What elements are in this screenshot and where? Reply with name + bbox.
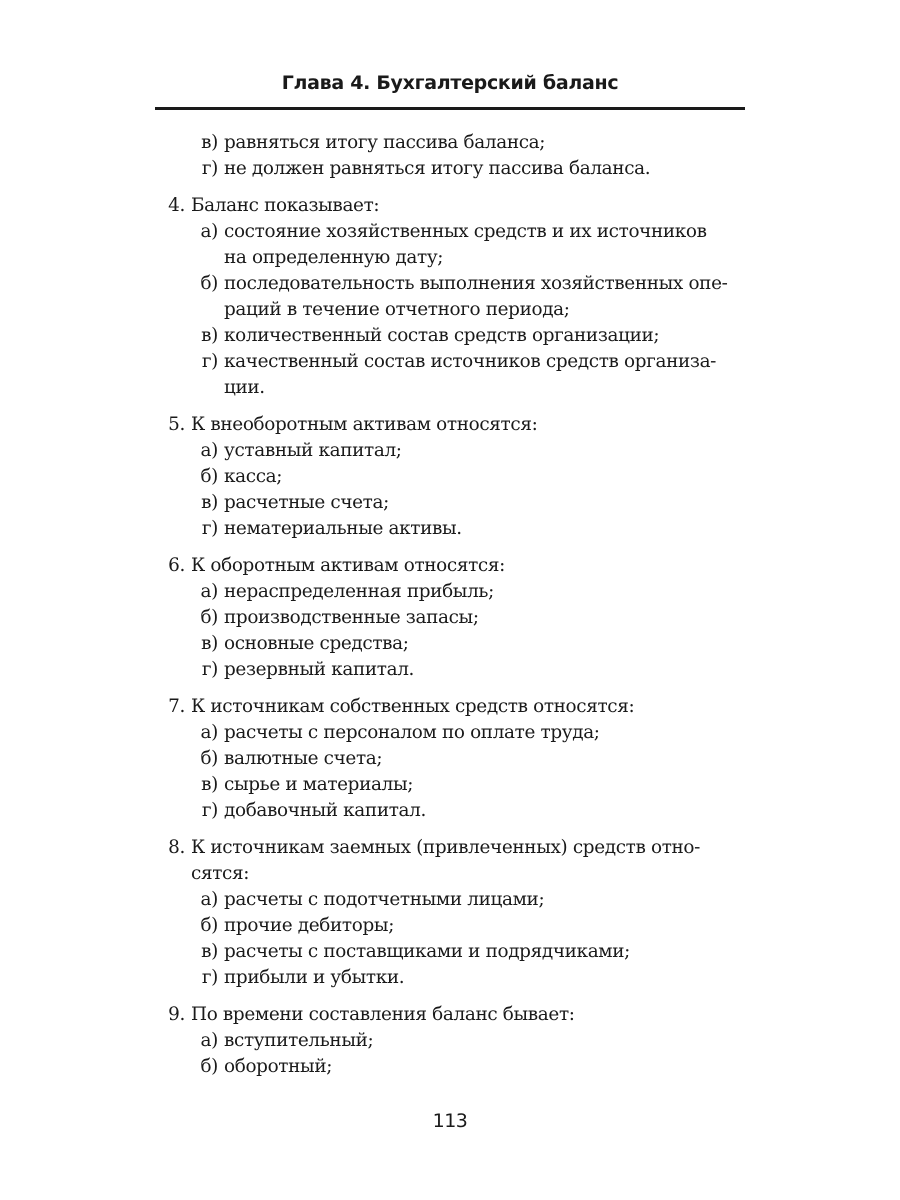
option-text: прибыли и убытки. <box>224 967 405 988</box>
question-number: 5. <box>168 414 185 435</box>
option-text: оборотный; <box>224 1056 333 1077</box>
question <box>160 193 760 401</box>
option-text: касса; <box>224 466 283 487</box>
option-label: г) <box>201 518 218 539</box>
option-text: расчетные счета; <box>224 492 389 513</box>
option-label: г) <box>201 351 218 372</box>
question-stem <box>160 553 760 579</box>
answer-option <box>160 349 760 375</box>
option-text: расчеты с персоналом по оплате труда; <box>224 722 600 743</box>
option-label: а) <box>200 440 218 461</box>
page-number: 113 <box>432 1110 468 1132</box>
option-label: б) <box>200 607 218 628</box>
answer-option <box>160 490 760 516</box>
question-stem <box>160 412 760 438</box>
option-text-continued: раций в течение отчетного периода; <box>224 299 570 320</box>
option-text-continued: ции. <box>224 377 265 398</box>
option-label: б) <box>200 748 218 769</box>
question-number: 7. <box>168 696 185 717</box>
continued-options <box>160 130 760 182</box>
answer-option <box>160 1054 760 1080</box>
option-text: количественный состав средств организации; <box>224 325 660 346</box>
question-text-continued: сятся: <box>191 863 250 884</box>
answer-option <box>160 605 760 631</box>
option-label: в) <box>201 492 218 513</box>
option-text: расчеты с поставщиками и подрядчиками; <box>224 941 631 962</box>
option-label: в) <box>201 774 218 795</box>
answer-option <box>160 156 760 182</box>
option-label: б) <box>200 1056 218 1077</box>
option-label: б) <box>200 915 218 936</box>
option-label: г) <box>201 659 218 680</box>
option-label: а) <box>200 1030 218 1051</box>
question <box>160 412 760 542</box>
option-label: в) <box>201 132 218 153</box>
option-text: прочие дебиторы; <box>224 915 395 936</box>
question-number: 6. <box>168 555 185 576</box>
question-text: К оборотным активам относятся: <box>191 555 505 576</box>
question-list <box>160 193 760 1080</box>
answer-option <box>160 772 760 798</box>
option-text: уставный капитал; <box>224 440 402 461</box>
answer-option <box>160 657 760 683</box>
question-stem <box>160 694 760 720</box>
option-label: г) <box>201 967 218 988</box>
question-number: 8. <box>168 837 185 858</box>
question-stem <box>160 1002 760 1028</box>
question-text: По времени составления баланс бывает: <box>191 1004 575 1025</box>
answer-option <box>160 798 760 824</box>
answer-option <box>160 631 760 657</box>
answer-option <box>160 746 760 772</box>
option-label: г) <box>201 158 218 179</box>
option-text: нераспределенная прибыль; <box>224 581 494 602</box>
option-text: качественный состав источников средств организа- <box>224 351 717 372</box>
option-label: а) <box>200 722 218 743</box>
answer-option <box>160 323 760 349</box>
answer-option <box>160 464 760 490</box>
option-text: вступительный; <box>224 1030 374 1051</box>
option-label: а) <box>200 581 218 602</box>
answer-option <box>160 720 760 746</box>
option-text: расчеты с подотчетными лицами; <box>224 889 545 910</box>
option-text-continued: на определенную дату; <box>224 247 444 268</box>
question-number: 9. <box>168 1004 185 1025</box>
option-text: добавочный капитал. <box>224 800 427 821</box>
header-rule <box>155 107 745 110</box>
answer-option <box>160 965 760 991</box>
option-label: г) <box>201 800 218 821</box>
question-text: К внеоборотным активам относятся: <box>191 414 538 435</box>
option-text: последовательность выполнения хозяйственных опе- <box>224 273 728 294</box>
option-text: основные средства; <box>224 633 409 654</box>
option-text: производственные запасы; <box>224 607 479 628</box>
answer-option <box>160 913 760 939</box>
question-stem <box>160 835 760 861</box>
option-label: б) <box>200 466 218 487</box>
option-label: б) <box>200 273 218 294</box>
option-label: в) <box>201 325 218 346</box>
option-text: равняться итогу пассива баланса; <box>224 132 546 153</box>
question <box>160 835 760 991</box>
option-text: нематериальные активы. <box>224 518 462 539</box>
answer-option <box>160 939 760 965</box>
option-text: резервный капитал. <box>224 659 415 680</box>
option-label: в) <box>201 633 218 654</box>
answer-option <box>160 219 760 245</box>
page-body <box>160 130 760 1080</box>
answer-option <box>160 516 760 542</box>
answer-option <box>160 438 760 464</box>
question <box>160 553 760 683</box>
question-stem <box>160 193 760 219</box>
answer-option <box>160 130 760 156</box>
answer-option <box>160 887 760 913</box>
option-text: состояние хозяйственных средств и их источников <box>224 221 707 242</box>
answer-option <box>160 271 760 297</box>
option-text: не должен равняться итогу пассива баланса. <box>224 158 651 179</box>
answer-option <box>160 579 760 605</box>
question <box>160 694 760 824</box>
answer-option <box>160 1028 760 1054</box>
option-label: а) <box>200 889 218 910</box>
question-number: 4. <box>168 195 185 216</box>
running-head: Глава 4. Бухгалтерский баланс <box>281 72 619 94</box>
option-label: в) <box>201 941 218 962</box>
option-text: валютные счета; <box>224 748 383 769</box>
question-text: Баланс показывает: <box>191 195 380 216</box>
question-text: К источникам заемных (привлеченных) средств отно- <box>191 837 701 858</box>
option-text: сырье и материалы; <box>224 774 414 795</box>
question <box>160 1002 760 1080</box>
option-label: а) <box>200 221 218 242</box>
question-text: К источникам собственных средств относятся: <box>191 696 635 717</box>
